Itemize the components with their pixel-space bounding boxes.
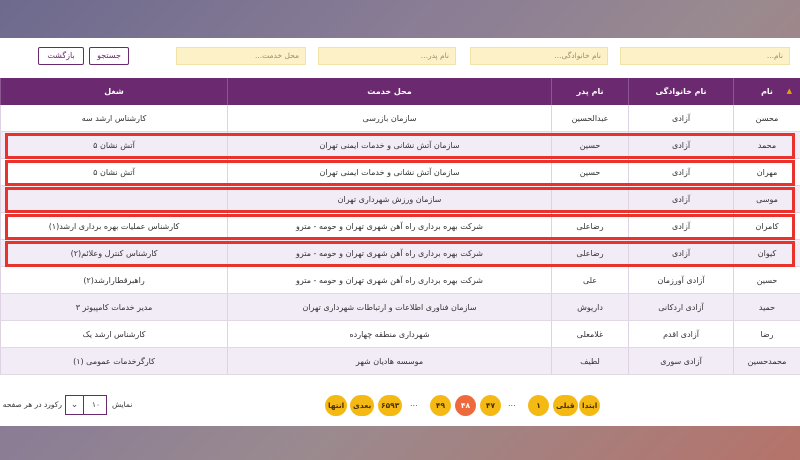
cell-job: کارشناس کنترل وعلائم(۲) xyxy=(0,240,227,266)
cell-job: کارشناس ارشد یک xyxy=(0,321,227,347)
cell-name: محسن xyxy=(733,105,800,131)
name-input[interactable]: نام... xyxy=(620,47,790,65)
cell-family: آزادی xyxy=(628,159,733,185)
cell-father: غلامعلی xyxy=(551,321,628,347)
per-page-label: رکورد در هر صفحه xyxy=(2,400,62,409)
cell-father: لطیف xyxy=(551,348,628,374)
header-job[interactable]: شغل xyxy=(0,78,227,105)
page-last-button[interactable]: انتها xyxy=(325,395,347,416)
cell-family: آزادی آورزمان xyxy=(628,267,733,293)
cell-family: آزادی xyxy=(628,105,733,131)
results-panel xyxy=(0,38,800,426)
cell-father: رضاعلی xyxy=(551,240,628,266)
cell-job xyxy=(0,186,227,212)
table-row[interactable] xyxy=(0,267,800,294)
cell-name: رضا xyxy=(733,321,800,347)
cell-job: آتش نشان ۵ xyxy=(0,132,227,158)
cell-family: آزادی xyxy=(628,213,733,239)
cell-service: سازمان ورزش شهرداری تهران xyxy=(227,186,551,212)
cell-name: کامران xyxy=(733,213,800,239)
page-ellipsis: ... xyxy=(508,399,516,408)
cell-job: آتش نشان ۵ xyxy=(0,159,227,185)
table-row[interactable] xyxy=(0,240,800,267)
cell-family: آزادی xyxy=(628,240,733,266)
cell-name: محمدحسین xyxy=(733,348,800,374)
cell-job: کارگرخدمات عمومی (۱) xyxy=(0,348,227,374)
cell-family: آزادی اردکانی xyxy=(628,294,733,320)
page-prev-button[interactable]: قبلی xyxy=(553,395,578,416)
cell-family: آزادی سوری xyxy=(628,348,733,374)
show-label: نمایش xyxy=(112,400,133,409)
table-row[interactable] xyxy=(0,213,800,240)
page-49-button[interactable]: ۴۹ xyxy=(430,395,451,416)
cell-name: مهران xyxy=(733,159,800,185)
cell-father: حسین xyxy=(551,132,628,158)
cell-name: کیوان xyxy=(733,240,800,266)
cell-name: محمد xyxy=(733,132,800,158)
cell-service: شرکت بهره برداری راه آهن شهری تهران و حومه - مترو xyxy=(227,267,551,293)
cell-job: مدیر خدمات کامپیوتر ۳ xyxy=(0,294,227,320)
cell-father: حسین xyxy=(551,159,628,185)
cell-name: موسی xyxy=(733,186,800,212)
page-6593-button[interactable]: ۶۵۹۳ xyxy=(378,395,402,416)
service-input[interactable]: محل خدمت... xyxy=(176,47,306,65)
table-row[interactable] xyxy=(0,132,800,159)
cell-service: سازمان آتش نشانی و خدمات ایمنی تهران xyxy=(227,159,551,185)
table-row[interactable] xyxy=(0,159,800,186)
table-row[interactable] xyxy=(0,186,800,213)
header-family[interactable]: نام خانوادگی xyxy=(628,78,733,105)
search-button[interactable]: جستجو xyxy=(89,47,129,65)
header-service[interactable]: محل خدمت xyxy=(227,78,551,105)
cell-name: حمید xyxy=(733,294,800,320)
cell-service: شهرداری منطقه چهارده xyxy=(227,321,551,347)
header-father[interactable]: نام پدر xyxy=(551,78,628,105)
cell-father: علی xyxy=(551,267,628,293)
page-47-button[interactable]: ۴۷ xyxy=(480,395,501,416)
header-name-label: نام xyxy=(761,87,773,96)
search-bar xyxy=(0,47,800,65)
sort-up-icon[interactable]: ▲ xyxy=(786,87,792,95)
cell-father: داریوش xyxy=(551,294,628,320)
cell-father xyxy=(551,186,628,212)
table-row[interactable] xyxy=(0,105,800,132)
page-first-button[interactable]: ابتدا xyxy=(579,395,600,416)
header-name[interactable] xyxy=(733,78,800,105)
family-input[interactable]: نام خانوادگی... xyxy=(470,47,608,65)
table-row[interactable] xyxy=(0,294,800,321)
pagination-bar xyxy=(0,393,800,419)
table-header-row xyxy=(0,78,800,105)
cell-service: شرکت بهره برداری راه آهن شهری تهران و حومه - مترو xyxy=(227,240,551,266)
cell-service: شرکت بهره برداری راه آهن شهری تهران و حومه - مترو xyxy=(227,213,551,239)
cell-service: موسسه هادیان شهر xyxy=(227,348,551,374)
cell-father: رضاعلی xyxy=(551,213,628,239)
table-row[interactable] xyxy=(0,321,800,348)
table-row[interactable] xyxy=(0,348,800,375)
back-button[interactable]: بازگشت xyxy=(38,47,84,65)
page-48-button[interactable]: ۴۸ xyxy=(455,395,476,416)
page-ellipsis: ... xyxy=(410,399,418,408)
cell-job: کارشناس ارشد سه xyxy=(0,105,227,131)
cell-service: سازمان فناوری اطلاعات و ارتباطات شهرداری تهران xyxy=(227,294,551,320)
cell-service: سازمان بازرسی xyxy=(227,105,551,131)
chevron-down-icon[interactable]: ⌄ xyxy=(66,396,84,414)
cell-name: حسین xyxy=(733,267,800,293)
cell-job: راهبرقطارارشد(۲) xyxy=(0,267,227,293)
page-1-button[interactable]: ۱ xyxy=(528,395,549,416)
per-page-select[interactable] xyxy=(65,395,107,415)
father-input[interactable]: نام پدر... xyxy=(318,47,456,65)
cell-father: عبدالحسین xyxy=(551,105,628,131)
per-page-value: ۱۰ xyxy=(91,400,100,409)
page-next-button[interactable]: بعدی xyxy=(350,395,374,416)
cell-family: آزادی xyxy=(628,132,733,158)
cell-service: سازمان آتش نشانی و خدمات ایمنی تهران xyxy=(227,132,551,158)
cell-family: آزادی اقدم xyxy=(628,321,733,347)
cell-job: کارشناس عملیات بهره برداری ارشد(۱) xyxy=(0,213,227,239)
cell-family: آزادی xyxy=(628,186,733,212)
